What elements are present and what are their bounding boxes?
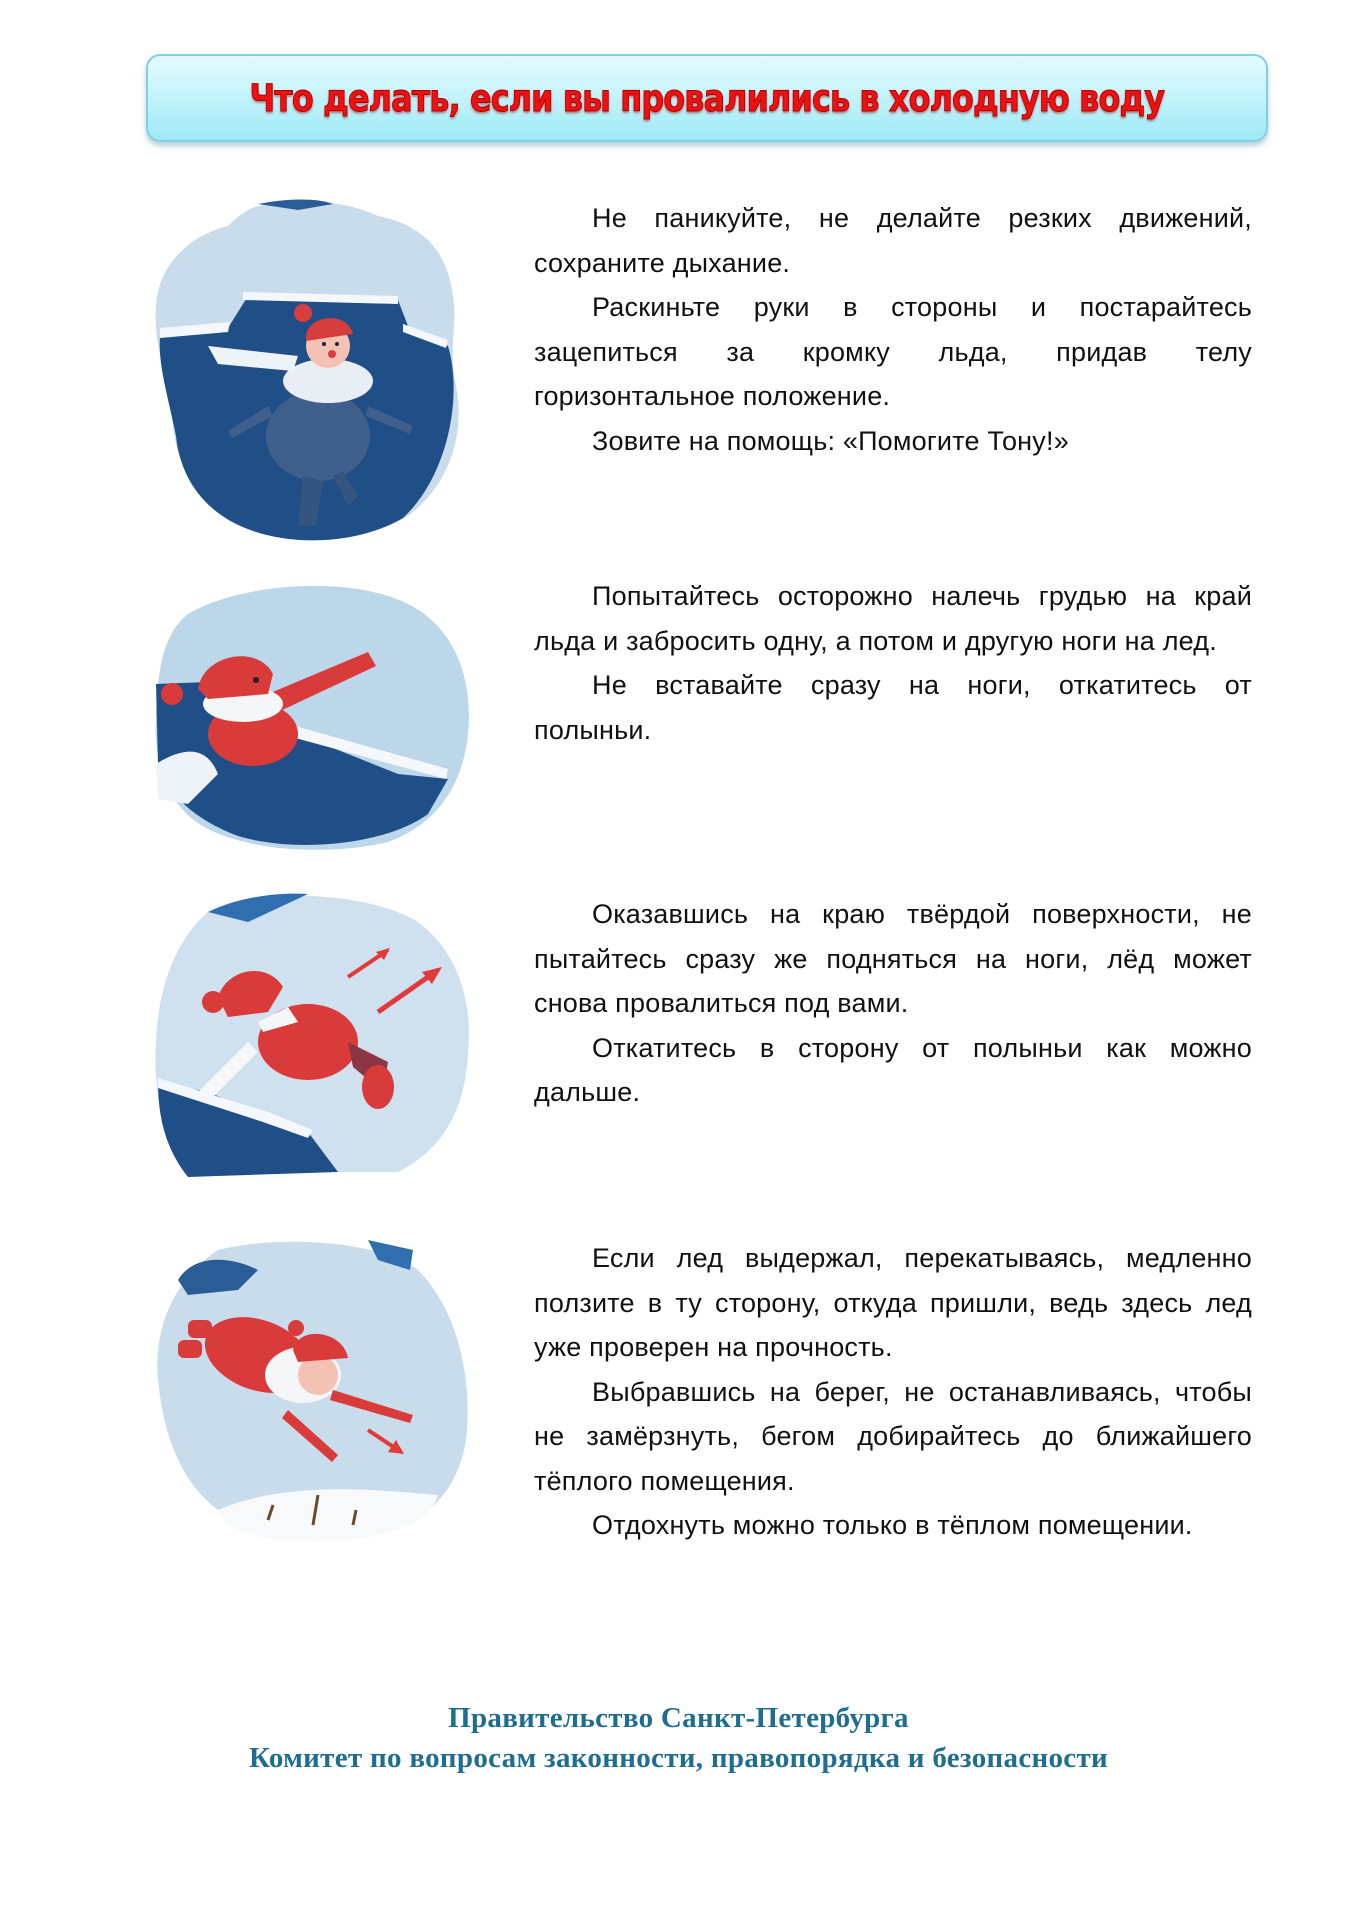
- footer: [0, 1698, 1357, 1778]
- person-rolling-illustration: [148, 892, 478, 1182]
- instruction-text-4: [534, 1236, 1252, 1548]
- instruction-text-3: [534, 892, 1252, 1115]
- paragraph: Не паникуйте, не делайте резких движений, сохраните дыхание.: [534, 203, 1252, 278]
- person-in-ice-hole-illustration: [148, 196, 478, 546]
- title-banner: [146, 54, 1268, 142]
- footer-committee: Комитет по вопросам законности, правопорядка и безопасности: [248, 1742, 1109, 1774]
- person-crawling-illustration: [148, 1240, 478, 1570]
- instruction-text-2: [534, 574, 1252, 752]
- paragraph: Откатитесь в сторону от полыньи как можно дальше.: [534, 1032, 1252, 1107]
- paragraph: Отдохнуть можно только в тёплом помещении.: [592, 1510, 1193, 1540]
- page-title: Что делать, если вы провалились в холодную воду: [249, 76, 1165, 120]
- paragraph: Оказавшись на краю твёрдой поверхности, не пытайтесь сразу же подняться на ноги, лёд может снова провалиться под вами.: [534, 899, 1252, 1018]
- paragraph: Если лед выдержал, перекатываясь, медленно ползите в ту сторону, откуда пришли, ведь здесь лед уже проверен на прочность.: [534, 1243, 1252, 1362]
- paragraph: Зовите на помощь: «Помогите Тону!»: [592, 425, 1069, 456]
- paragraph: Попытайтесь осторожно налечь грудью на край льда и забросить одну, а потом и другую ноги на лед.: [534, 581, 1252, 656]
- person-climbing-ice-illustration: [148, 574, 478, 854]
- paragraph: Не вставайте сразу на ноги, откатитесь от полыньи.: [534, 670, 1252, 745]
- footer-government: Правительство Санкт-Петербурга: [448, 1702, 909, 1734]
- instruction-text-1: [534, 196, 1252, 463]
- paragraph: Выбравшись на берег, не останавливаясь, чтобы не замёрзнуть, бегом добирайтесь до ближайшего тёплого помещения.: [534, 1376, 1252, 1496]
- paragraph: Раскиньте руки в стороны и постарайтесь зацепиться за кромку льда, придав телу горизонтальное положение.: [534, 292, 1252, 411]
